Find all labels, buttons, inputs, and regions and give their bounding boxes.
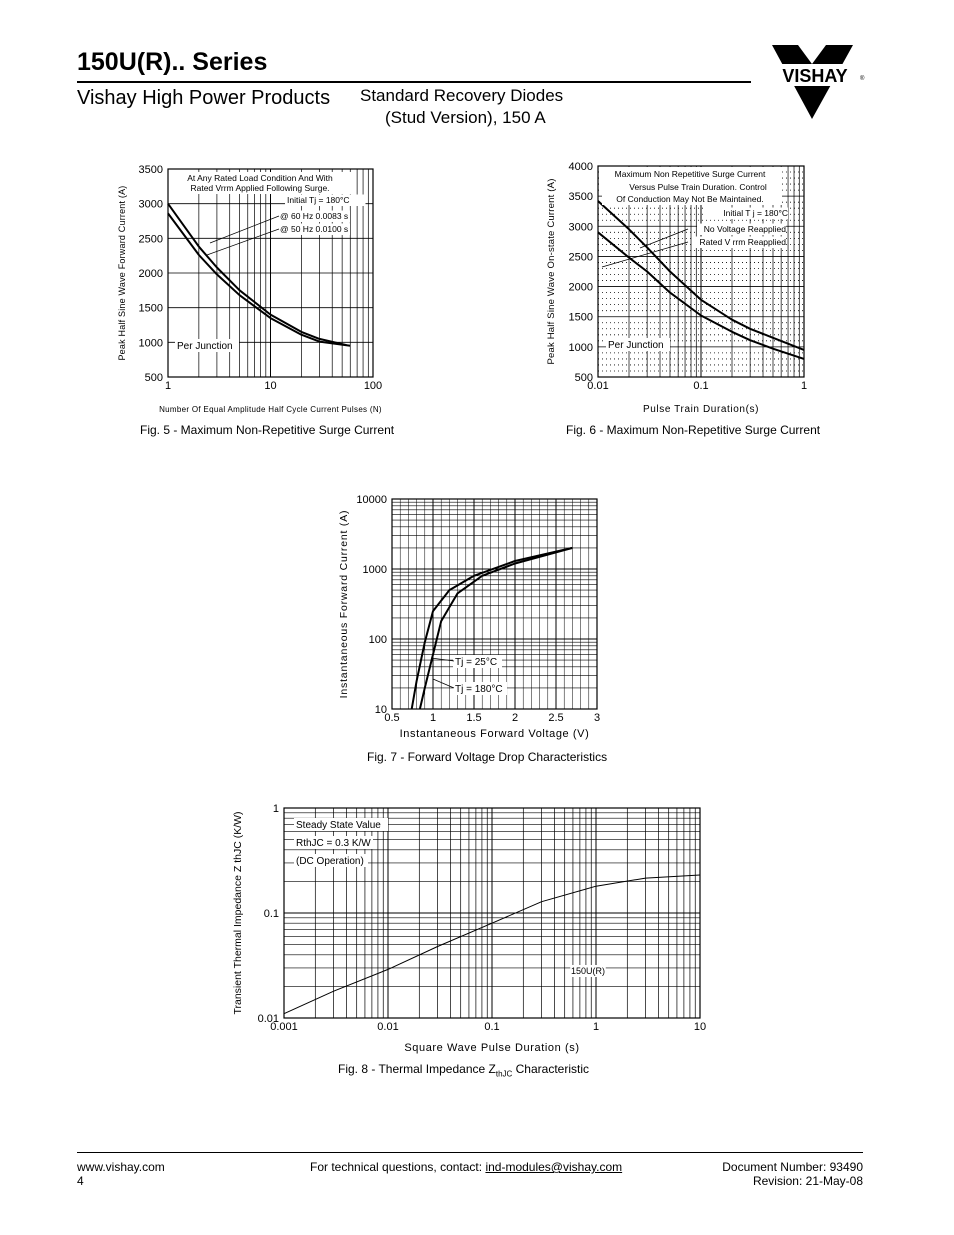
annotation: Initial Tj = 180°C: [287, 195, 350, 205]
svg-text:®: ®: [860, 76, 865, 82]
y-axis-label: Peak Half Sine Wave On-state Current (A): [546, 178, 557, 365]
annotation: RthJC = 0.3 K/W: [296, 838, 371, 849]
annotation: @ 50 Hz 0.0100 s: [280, 224, 349, 234]
y-tick-label: 2500: [568, 251, 593, 264]
y-tick-label: 10000: [356, 494, 387, 506]
figure-5: [115, 160, 415, 420]
y-tick-label: 500: [144, 372, 163, 384]
y-tick-label: 1000: [568, 341, 593, 354]
x-axis-label: Pulse Train Duration(s): [642, 404, 760, 415]
figure-6: [540, 155, 830, 420]
document-title: 150U(R).. Series: [77, 48, 268, 76]
fig7-chart: [335, 488, 615, 748]
x-axis-label: Instantaneous Forward Voltage (V): [399, 728, 590, 740]
leader-line: [210, 216, 279, 243]
annotation: Tj = 180°C: [455, 684, 503, 695]
y-tick-label: 2500: [138, 233, 163, 246]
annotation: Rated Vrrm Applied Following Surge.: [190, 183, 330, 193]
y-tick-label: 1: [272, 803, 279, 815]
vishay-logo: [768, 42, 868, 122]
fig8-caption: [338, 1062, 589, 1078]
annotation: Maximum Non Repetitive Surge Current: [614, 169, 766, 179]
product-line-2: (Stud Version), 150 A: [385, 108, 546, 127]
x-tick-label: 0.1: [484, 1021, 500, 1033]
x-tick-label: 0.1: [693, 380, 709, 392]
y-tick-label: 1500: [568, 311, 593, 324]
x-tick-label: 0.001: [270, 1021, 298, 1033]
page-footer: [77, 1152, 863, 1188]
annotation: 150U(R): [570, 966, 606, 976]
x-tick-label: 1.5: [466, 712, 482, 724]
y-tick-label: 500: [574, 372, 593, 384]
footer-contact: [310, 1160, 622, 1174]
fig8-caption-end: Characteristic: [512, 1062, 589, 1076]
annotation: Initial T j = 180°C: [723, 208, 788, 218]
annotation: Versus Pulse Train Duration. Control: [629, 182, 767, 192]
x-tick-label: 0.01: [587, 380, 609, 392]
product-description: [360, 85, 563, 129]
footer-left: [77, 1160, 165, 1188]
y-tick-label: 3500: [568, 191, 593, 204]
y-tick-label: 2000: [138, 268, 163, 280]
y-tick-label: 3000: [138, 198, 163, 211]
leader-line: [431, 658, 454, 661]
y-tick-label: 0.01: [257, 1013, 279, 1025]
fig8-caption-main: Fig. 8 - Thermal Impedance Z: [338, 1062, 496, 1076]
annotation: Of Conduction May Not Be Maintained.: [616, 194, 764, 204]
fig8-chart: [228, 798, 718, 1060]
y-tick-label: 2000: [568, 281, 593, 294]
y-axis-label: Transient Thermal Impedance Z thJC (K/W): [232, 811, 244, 1015]
annotation: Tj = 25°C: [455, 657, 498, 668]
product-line-1: Standard Recovery Diodes: [360, 86, 564, 105]
y-axis-label: Instantaneous Forward Current (A): [338, 509, 350, 699]
footer-website[interactable]: www.vishay.com: [77, 1160, 165, 1174]
y-tick-label: 1000: [362, 564, 387, 576]
document-subtitle: Vishay High Power Products: [77, 87, 331, 109]
figure-8: [228, 798, 718, 1060]
x-tick-label: 1: [800, 380, 808, 392]
x-tick-label: 3: [593, 712, 601, 724]
logo-text: VISHAY: [782, 66, 848, 86]
fig5-chart: [115, 160, 415, 420]
y-tick-label: 100: [368, 634, 387, 646]
annotation: @ 60 Hz 0.0083 s: [280, 211, 349, 221]
annotation: No Voltage Reapplied: [703, 224, 786, 234]
fig6-chart: [540, 155, 830, 420]
y-tick-label: 3000: [568, 221, 593, 234]
header-rule: [77, 81, 751, 83]
figure-7: [335, 488, 615, 748]
annotation: Per Junction: [608, 340, 664, 351]
x-axis-label: Square Wave Pulse Duration (s): [404, 1042, 580, 1054]
annotation: Rated V rrm Reapplied: [699, 237, 786, 247]
x-tick-label: 1: [429, 712, 437, 724]
x-tick-label: 0.5: [384, 712, 400, 724]
x-tick-label: 1: [164, 380, 172, 392]
plot-frame: [392, 499, 597, 709]
footer-contact-email[interactable]: ind-modules@vishay.com: [485, 1160, 623, 1174]
leader-line: [433, 679, 454, 688]
x-tick-label: 2: [511, 712, 519, 724]
y-tick-label: 0.1: [263, 908, 279, 920]
footer-right: [722, 1160, 863, 1188]
footer-contact-prefix: For technical questions, contact:: [310, 1160, 486, 1174]
x-tick-label: 10: [264, 380, 277, 392]
x-tick-label: 1: [592, 1021, 600, 1033]
leader-line: [207, 229, 279, 255]
footer-page-number: 4: [77, 1174, 84, 1188]
y-tick-label: 10: [374, 704, 387, 716]
y-tick-label: 4000: [568, 161, 593, 173]
annotation: At Any Rated Load Condition And With: [187, 173, 333, 183]
footer-doc-number: Document Number: 93490: [722, 1160, 863, 1174]
y-tick-label: 1000: [138, 337, 163, 350]
y-tick-label: 1500: [138, 302, 163, 315]
fig7-caption: Fig. 7 - Forward Voltage Drop Characteristics: [367, 750, 608, 764]
footer-revision: Revision: 21-May-08: [752, 1174, 863, 1188]
y-axis-label: Peak Half Sine Wave Forward Current (A): [117, 185, 127, 361]
x-tick-label: 2.5: [548, 712, 564, 724]
annotation: (DC Operation): [296, 856, 364, 867]
fig6-caption: Fig. 6 - Maximum Non-Repetitive Surge Current: [566, 423, 821, 437]
y-tick-label: 3500: [138, 164, 163, 176]
annotation: Steady State Value: [296, 820, 381, 831]
x-tick-label: 10: [693, 1021, 707, 1033]
x-tick-label: 100: [363, 380, 383, 392]
annotation: Per Junction: [177, 341, 233, 352]
x-tick-label: 0.01: [377, 1021, 399, 1033]
x-axis-label: Number Of Equal Amplitude Half Cycle Current Pulses (N): [159, 405, 382, 414]
fig5-caption: Fig. 5 - Maximum Non-Repetitive Surge Current: [140, 423, 395, 437]
fig8-caption-sub: thJC: [495, 1069, 513, 1079]
